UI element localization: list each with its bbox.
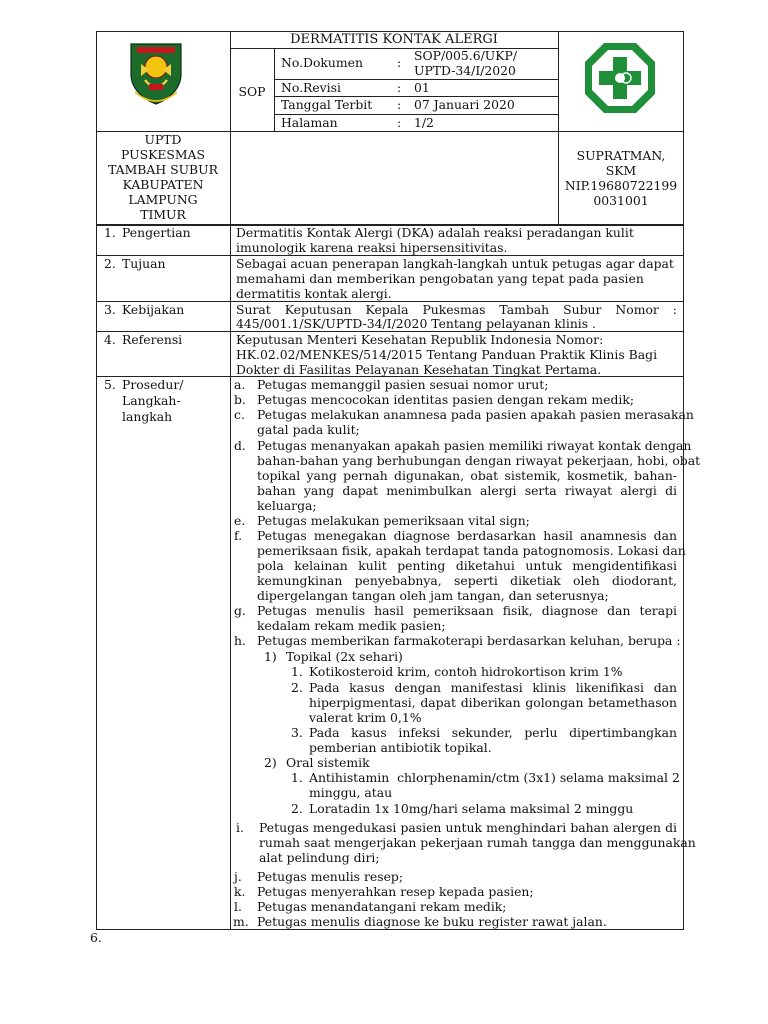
puskesmas-logo-icon <box>582 40 658 116</box>
sub-item-text: pemberian antibiotik topikal. <box>309 740 492 755</box>
meta-sep: : <box>397 97 402 112</box>
section-text: Keputusan Menteri Kesehatan Republik Indonesia Nomor: <box>236 332 604 347</box>
meta-sep: : <box>397 80 402 95</box>
procedure-step: Petugas menulis resep; <box>257 869 404 884</box>
procedure-step: kedalam rekam medik pasien; <box>257 618 446 633</box>
meta-value-revision: 01 <box>414 80 430 95</box>
sub-item-text: Pada kasus infeksi sekunder, perlu dipertimbangkan <box>309 725 677 740</box>
section-text: Sebagai acuan penerapan langkah-langkah untuk petugas agar dapat <box>236 256 674 271</box>
next-section-marker: 6. <box>90 930 102 945</box>
sub-item-text: Loratadin 1x 10mg/hari selama maksimal 2 minggu <box>309 801 634 816</box>
item-marker: h. <box>234 633 246 648</box>
item-marker: b. <box>234 392 246 407</box>
meta-label-document-number: No.Dokumen <box>281 55 363 70</box>
procedure-step: Petugas menulis hasil pemeriksaan fisik, diagnose dan terapi <box>257 603 677 618</box>
procedure-step: bahan-bahan yang berhubungan dengan riwayat pekerjaan, hobi, obat <box>257 453 701 468</box>
procedure-step: kemungkinan penyebabnya, seperti diketiak oleh diodorant, <box>257 573 677 588</box>
sub-item-marker: 3. <box>291 725 303 740</box>
sub-list-heading: Topikal (2x sehari) <box>286 649 403 664</box>
section-text: dermatitis kontak alergi. <box>236 286 392 301</box>
item-marker: f. <box>234 528 243 543</box>
item-marker: d. <box>234 438 246 453</box>
organization-name: UPTD PUSKESMAS TAMBAH SUBUR KABUPATEN LAMPUNG TIMUR <box>108 132 218 222</box>
meta-label-revision: No.Revisi <box>281 80 341 95</box>
meta-value-document-number: UPTD-34/I/2020 <box>414 63 516 78</box>
item-marker: m. <box>233 914 249 929</box>
meta-label-issue-date: Tanggal Terbit <box>281 97 373 112</box>
sub-list-heading: Oral sistemik <box>286 755 370 770</box>
procedure-step: Petugas melakukan pemeriksaan vital sign; <box>257 513 530 528</box>
procedure-step: bahan yang dapat menimbulkan alergi serta riwayat alergi di <box>257 483 677 498</box>
item-marker: k. <box>234 884 246 899</box>
sub-item-text: minggu, atau <box>309 785 393 800</box>
sub-item-marker: 1. <box>291 770 303 785</box>
procedure-step: Petugas menyerahkan resep kepada pasien; <box>257 884 534 899</box>
procedure-step: pola kelainan kulit penting diketahui untuk mengidentifikasi <box>257 558 677 573</box>
section-label: Referensi <box>122 332 183 347</box>
procedure-step: topikal yang pernah digunakan, obat sistemik, kosmetik, bahan- <box>257 468 677 483</box>
section-text: HK.02.02/MENKES/514/2015 Tentang Panduan Praktik Klinis Bagi <box>236 347 658 362</box>
procedure-step: Petugas mengedukasi pasien untuk menghindari bahan alergen di <box>259 820 677 835</box>
section-label: Langkah- <box>122 393 181 408</box>
item-marker: c. <box>234 407 245 422</box>
section-number: 1. <box>104 225 116 240</box>
section-label: Pengertian <box>122 225 191 240</box>
procedure-step: Petugas menanyakan apakah pasien memiliki riwayat kontak dengan <box>257 438 692 453</box>
regency-coat-of-arms-icon <box>127 40 185 106</box>
section-text: memahami dan memberikan pengobatan yang tepat pada pasien <box>236 271 644 286</box>
procedure-step: Petugas melakukan anamnesa pada pasien apakah pasien merasakan <box>257 407 694 422</box>
meta-value-document-number: SOP/005.6/UKP/ <box>414 48 518 63</box>
meta-sep: : <box>397 55 402 70</box>
procedure-step: gatal pada kulit; <box>257 422 360 437</box>
meta-sep: : <box>397 115 402 130</box>
sub-item-marker: 1. <box>291 664 303 679</box>
procedure-step: Petugas memberikan farmakoterapi berdasarkan keluhan, berupa : <box>257 633 681 648</box>
procedure-step: pemeriksaan fisik, apakah terdapat tanda patognomosis. Lokasi dan <box>257 543 686 558</box>
sub-item-text: Kotikosteroid krim, contoh hidrokortison krim 1% <box>309 664 623 679</box>
sub-item-text: Antihistamin chlorphenamin/ctm (3x1) selama maksimal 2 <box>309 770 680 785</box>
signer-block: SUPRATMAN, SKM NIP.19680722199 0031001 <box>564 148 678 208</box>
document-title: DERMATITIS KONTAK ALERGI <box>290 32 498 47</box>
item-marker: g. <box>234 603 246 618</box>
procedure-step: rumah saat mengerjakan pekerjaan rumah tangga dan menggunakan <box>259 835 696 850</box>
procedure-step: Petugas memanggil pasien sesuai nomor urut; <box>257 377 549 392</box>
section-number: 5. <box>104 377 116 392</box>
item-marker: l. <box>234 899 242 914</box>
sub-item-text: Pada kasus dengan manifestasi klinis likenifikasi dan <box>309 680 677 695</box>
item-marker: a. <box>234 377 246 392</box>
section-number: 3. <box>104 302 116 317</box>
procedure-step: Petugas menulis diagnose ke buku register rawat jalan. <box>257 914 607 929</box>
section-label: Prosedur/ <box>122 377 184 392</box>
section-number: 4. <box>104 332 116 347</box>
meta-value-page: 1/2 <box>414 115 434 130</box>
section-text: imunologik karena reaksi hipersensitivitas. <box>236 240 508 255</box>
meta-label-page: Halaman <box>281 115 338 130</box>
item-marker: e. <box>234 513 246 528</box>
section-label: Kebijakan <box>122 302 185 317</box>
section-text: 445/001.1/SK/UPTD-34/I/2020 Tentang pelayanan klinis . <box>236 316 596 331</box>
procedure-step: Petugas menandatangani rekam medik; <box>257 899 507 914</box>
section-text: Dokter di Fasilitas Pelayanan Kesehatan Tingkat Pertama. <box>236 362 602 377</box>
section-number: 2. <box>104 256 116 271</box>
sop-label: SOP <box>238 84 266 99</box>
sub-item-marker: 2. <box>291 801 303 816</box>
procedure-step: dipergelangan tangan oleh jam tangan, dan seterusnya; <box>257 588 609 603</box>
sub-item-marker: 2. <box>291 680 303 695</box>
procedure-step: Petugas menegakan diagnose berdasarkan hasil anamnesis dan <box>257 528 677 543</box>
section-label: Tujuan <box>122 256 166 271</box>
meta-value-issue-date: 07 Januari 2020 <box>414 97 515 112</box>
sub-item-text: valerat krim 0,1% <box>309 710 422 725</box>
section-label: langkah <box>122 409 173 424</box>
sub-list-marker: 2) <box>264 755 277 770</box>
sub-list-marker: 1) <box>264 649 277 664</box>
item-marker: j. <box>234 869 242 884</box>
procedure-step: Petugas mencocokan identitas pasien dengan rekam medik; <box>257 392 635 407</box>
procedure-step: alat pelindung diri; <box>259 850 380 865</box>
section-text: Dermatitis Kontak Alergi (DKA) adalah reaksi peradangan kulit <box>236 225 634 240</box>
item-marker: i. <box>236 820 244 835</box>
procedure-step: keluarga; <box>257 498 317 513</box>
sub-item-text: hiperpigmentasi, dapat diberikan golongan betamethason <box>309 695 677 710</box>
section-text: Surat Keputusan Kepala Pukesmas Tambah Subur Nomor : <box>236 302 677 317</box>
